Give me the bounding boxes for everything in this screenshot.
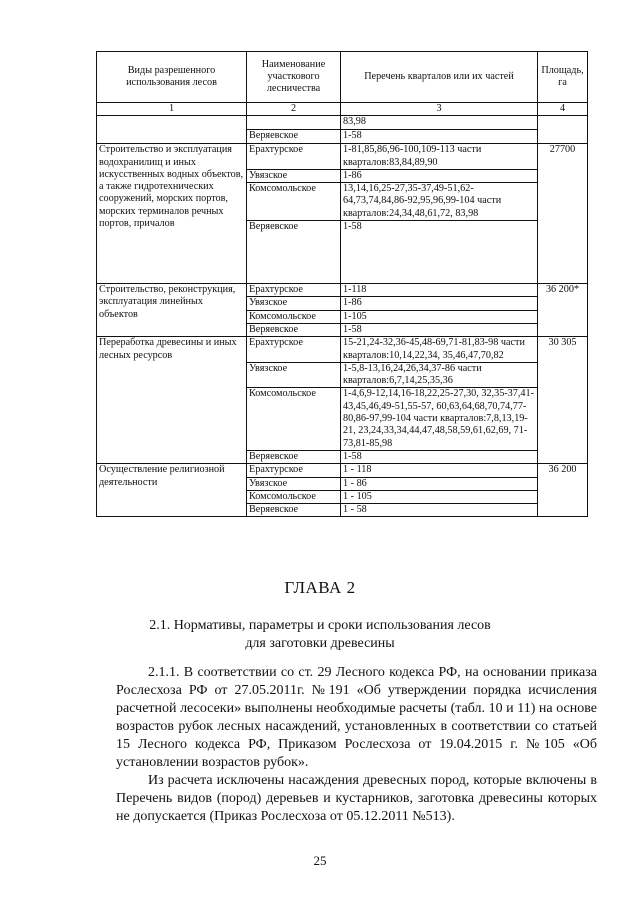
area-cell: 36 200* (538, 284, 588, 337)
body-paragraph: 2.1.1. В соответствии со ст. 29 Лесного кодекса РФ, на основании приказа Рослесхоза РФ от 27.05.2011г. №191 «Об утверждении порядка исчисления расчетной лесосеки» выполнены необходимые расчеты (табл. 10 и 11) на основе возрастов рубок лесных насаждений, установленных в соответствии со статьей 15 Лесного кодекса РФ, Приказом Рослесхоза от 19.04.2015 г. №105 «Об установлении возрастов рубок». (116, 665, 597, 770)
section-heading-line: для заготовки древесины (245, 636, 395, 651)
area-cell: 27700 (538, 144, 588, 284)
forest-use-table (96, 51, 588, 517)
quarters-cell: 15-21,24-32,36-45,48-69,71-81,83-98 части кварталов:10,14,22,34, 35,46,47,70,82 (341, 337, 538, 363)
use-cell: Строительство, реконструкция, эксплуатация линейных объектов (97, 284, 247, 337)
quarters-cell: 1-105 (341, 310, 538, 323)
quarters-cell: 1-58 (341, 323, 538, 336)
quarters-cell: 1-86 (341, 297, 538, 310)
column-number: 2 (247, 103, 341, 116)
quarters-cell: 1-58 (341, 221, 538, 284)
district-cell: Веряевское (247, 504, 341, 517)
district-cell: Комсомольское (247, 310, 341, 323)
quarters-cell: 1-118 (341, 284, 538, 297)
column-number: 3 (341, 103, 538, 116)
table-row (97, 337, 588, 363)
quarters-cell: 1 - 105 (341, 490, 538, 503)
use-cell: Переработка древесины и иных лесных ресурсов (97, 337, 247, 464)
table-row (97, 144, 588, 170)
quarters-cell: 83,98 (341, 116, 538, 130)
section-heading (0, 617, 640, 653)
header-use: Виды разрешенного использования лесов (97, 52, 247, 103)
quarters-cell: 1-81,85,86,96-100,109-113 части кварталов:83,84,89,90 (341, 144, 538, 170)
table-row (97, 464, 588, 477)
table-row (97, 284, 588, 297)
column-number-row (97, 103, 588, 116)
page-number: 25 (313, 853, 327, 868)
district-cell: Комсомольское (247, 183, 341, 221)
district-cell: Увязское (247, 477, 341, 490)
quarters-cell: 1-58 (341, 130, 538, 144)
district-cell: Веряевское (247, 221, 341, 284)
district-cell: Веряевское (247, 450, 341, 463)
district-cell: Ерахтурское (247, 464, 341, 477)
district-cell: Увязское (247, 297, 341, 310)
quarters-cell: 1-4,6,9-12,14,16-18,22,25-27,30, 32,35-37,41-43,45,46,49-51,55-57, 60,63,64,68,70,74,77-80,86-97,99-104 части кварталов:7,8,13,19-21, 23,24,33,34,44,47,48,58,59,61,62,69, 71-73,81-85,98 (341, 388, 538, 450)
quarters-cell: 1 - 86 (341, 477, 538, 490)
quarters-cell: 13,14,16,25-27,35-37,49-51,62-64,73,74,84,86-92,95,96,99-104 части кварталов:24,34,48,61,72, 83,98 (341, 183, 538, 221)
quarters-cell: 1 - 58 (341, 504, 538, 517)
district-cell: Ерахтурское (247, 284, 341, 297)
area-cell (538, 116, 588, 144)
use-cell (97, 116, 247, 144)
quarters-cell: 1-86 (341, 169, 538, 182)
section-heading-line: 2.1. Нормативы, параметры и сроки использования лесов (149, 618, 491, 633)
area-cell: 36 200 (538, 464, 588, 517)
district-cell: Ерахтурское (247, 144, 341, 170)
district-cell: Веряевское (247, 323, 341, 336)
district-cell: Увязское (247, 169, 341, 182)
chapter-title: ГЛАВА 2 (284, 578, 356, 597)
district-cell (247, 116, 341, 130)
quarters-cell: 1-58 (341, 450, 538, 463)
table-header-row (97, 52, 588, 103)
district-cell: Увязское (247, 362, 341, 388)
area-cell: 30 305 (538, 337, 588, 464)
use-cell: Осуществление религиозной деятельности (97, 464, 247, 517)
district-cell: Комсомольское (247, 388, 341, 450)
use-cell: Строительство и эксплуатация водохранилищ и иных искусственных водных объектов, а также гидротехнических сооружений, морских портов, морских терминалов речных портов, причалов (97, 144, 247, 284)
district-cell: Комсомольское (247, 490, 341, 503)
body-paragraph: Из расчета исключены насаждения древесных пород, которые включены в Перечень видов (пород) деревьев и кустарников, заготовка древесины которых не допускается (Приказ Рослесхоза от 05.12.2011 №513). (116, 773, 597, 824)
header-quarters: Перечень кварталов или их частей (341, 52, 538, 103)
header-area: Площадь, га (538, 52, 588, 103)
column-number: 4 (538, 103, 588, 116)
column-number: 1 (97, 103, 247, 116)
district-cell: Веряевское (247, 130, 341, 144)
district-cell: Ерахтурское (247, 337, 341, 363)
header-district: Наименование участкового лесничества (247, 52, 341, 103)
quarters-cell: 1-5,8-13,16,24,26,34,37-86 части кварталов:6,7,14,25,35,36 (341, 362, 538, 388)
quarters-cell: 1 - 118 (341, 464, 538, 477)
table-row (97, 116, 588, 130)
